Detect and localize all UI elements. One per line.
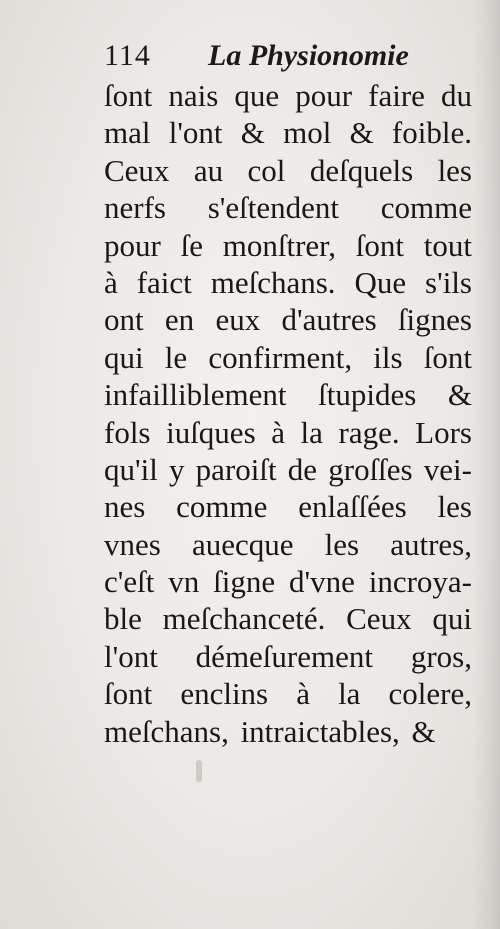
page-number: 114: [104, 39, 151, 72]
book-title: La Physionomie: [208, 39, 409, 72]
text-line: c'eſt vn ſigne d'vne incroya-: [104, 564, 472, 600]
text-line: ble meſchanceté. Ceux qui: [104, 601, 472, 637]
text-line: vnes auecque les autres,: [104, 526, 472, 562]
text-line: fols iuſques à la rage. Lors: [104, 414, 472, 450]
body-text: [104, 77, 472, 750]
text-line: meſchans, intraictables, &: [104, 713, 436, 749]
text-line: nerfs s'eſtendent comme: [104, 190, 472, 226]
text-line: ont en eux d'autres ſignes: [104, 302, 472, 338]
text-line: qui le confirment, ils ſont: [104, 339, 472, 375]
text-line: mal l'ont & mol & foible.: [104, 115, 472, 151]
text-line: infailliblement ſtupides &: [104, 377, 472, 413]
gutter-shadow: [472, 0, 500, 929]
text-line: pour ſe monſtrer, ſont tout: [104, 227, 472, 263]
text-line: ſont enclins à la colere,: [104, 676, 472, 712]
text-line: à faict meſchans. Que s'ils: [104, 264, 472, 300]
text-line: nes comme enlaſſées les: [104, 489, 472, 525]
ink-stain: [196, 760, 202, 782]
text-line: l'ont démeſurement gros,: [104, 638, 472, 674]
text-line: ſont nais que pour faire du: [104, 78, 472, 113]
text-line: Ceux au col deſquels les: [104, 152, 472, 188]
text-line: qu'il y paroiſt de groſſes vei-: [104, 451, 472, 487]
running-head: [104, 36, 484, 76]
